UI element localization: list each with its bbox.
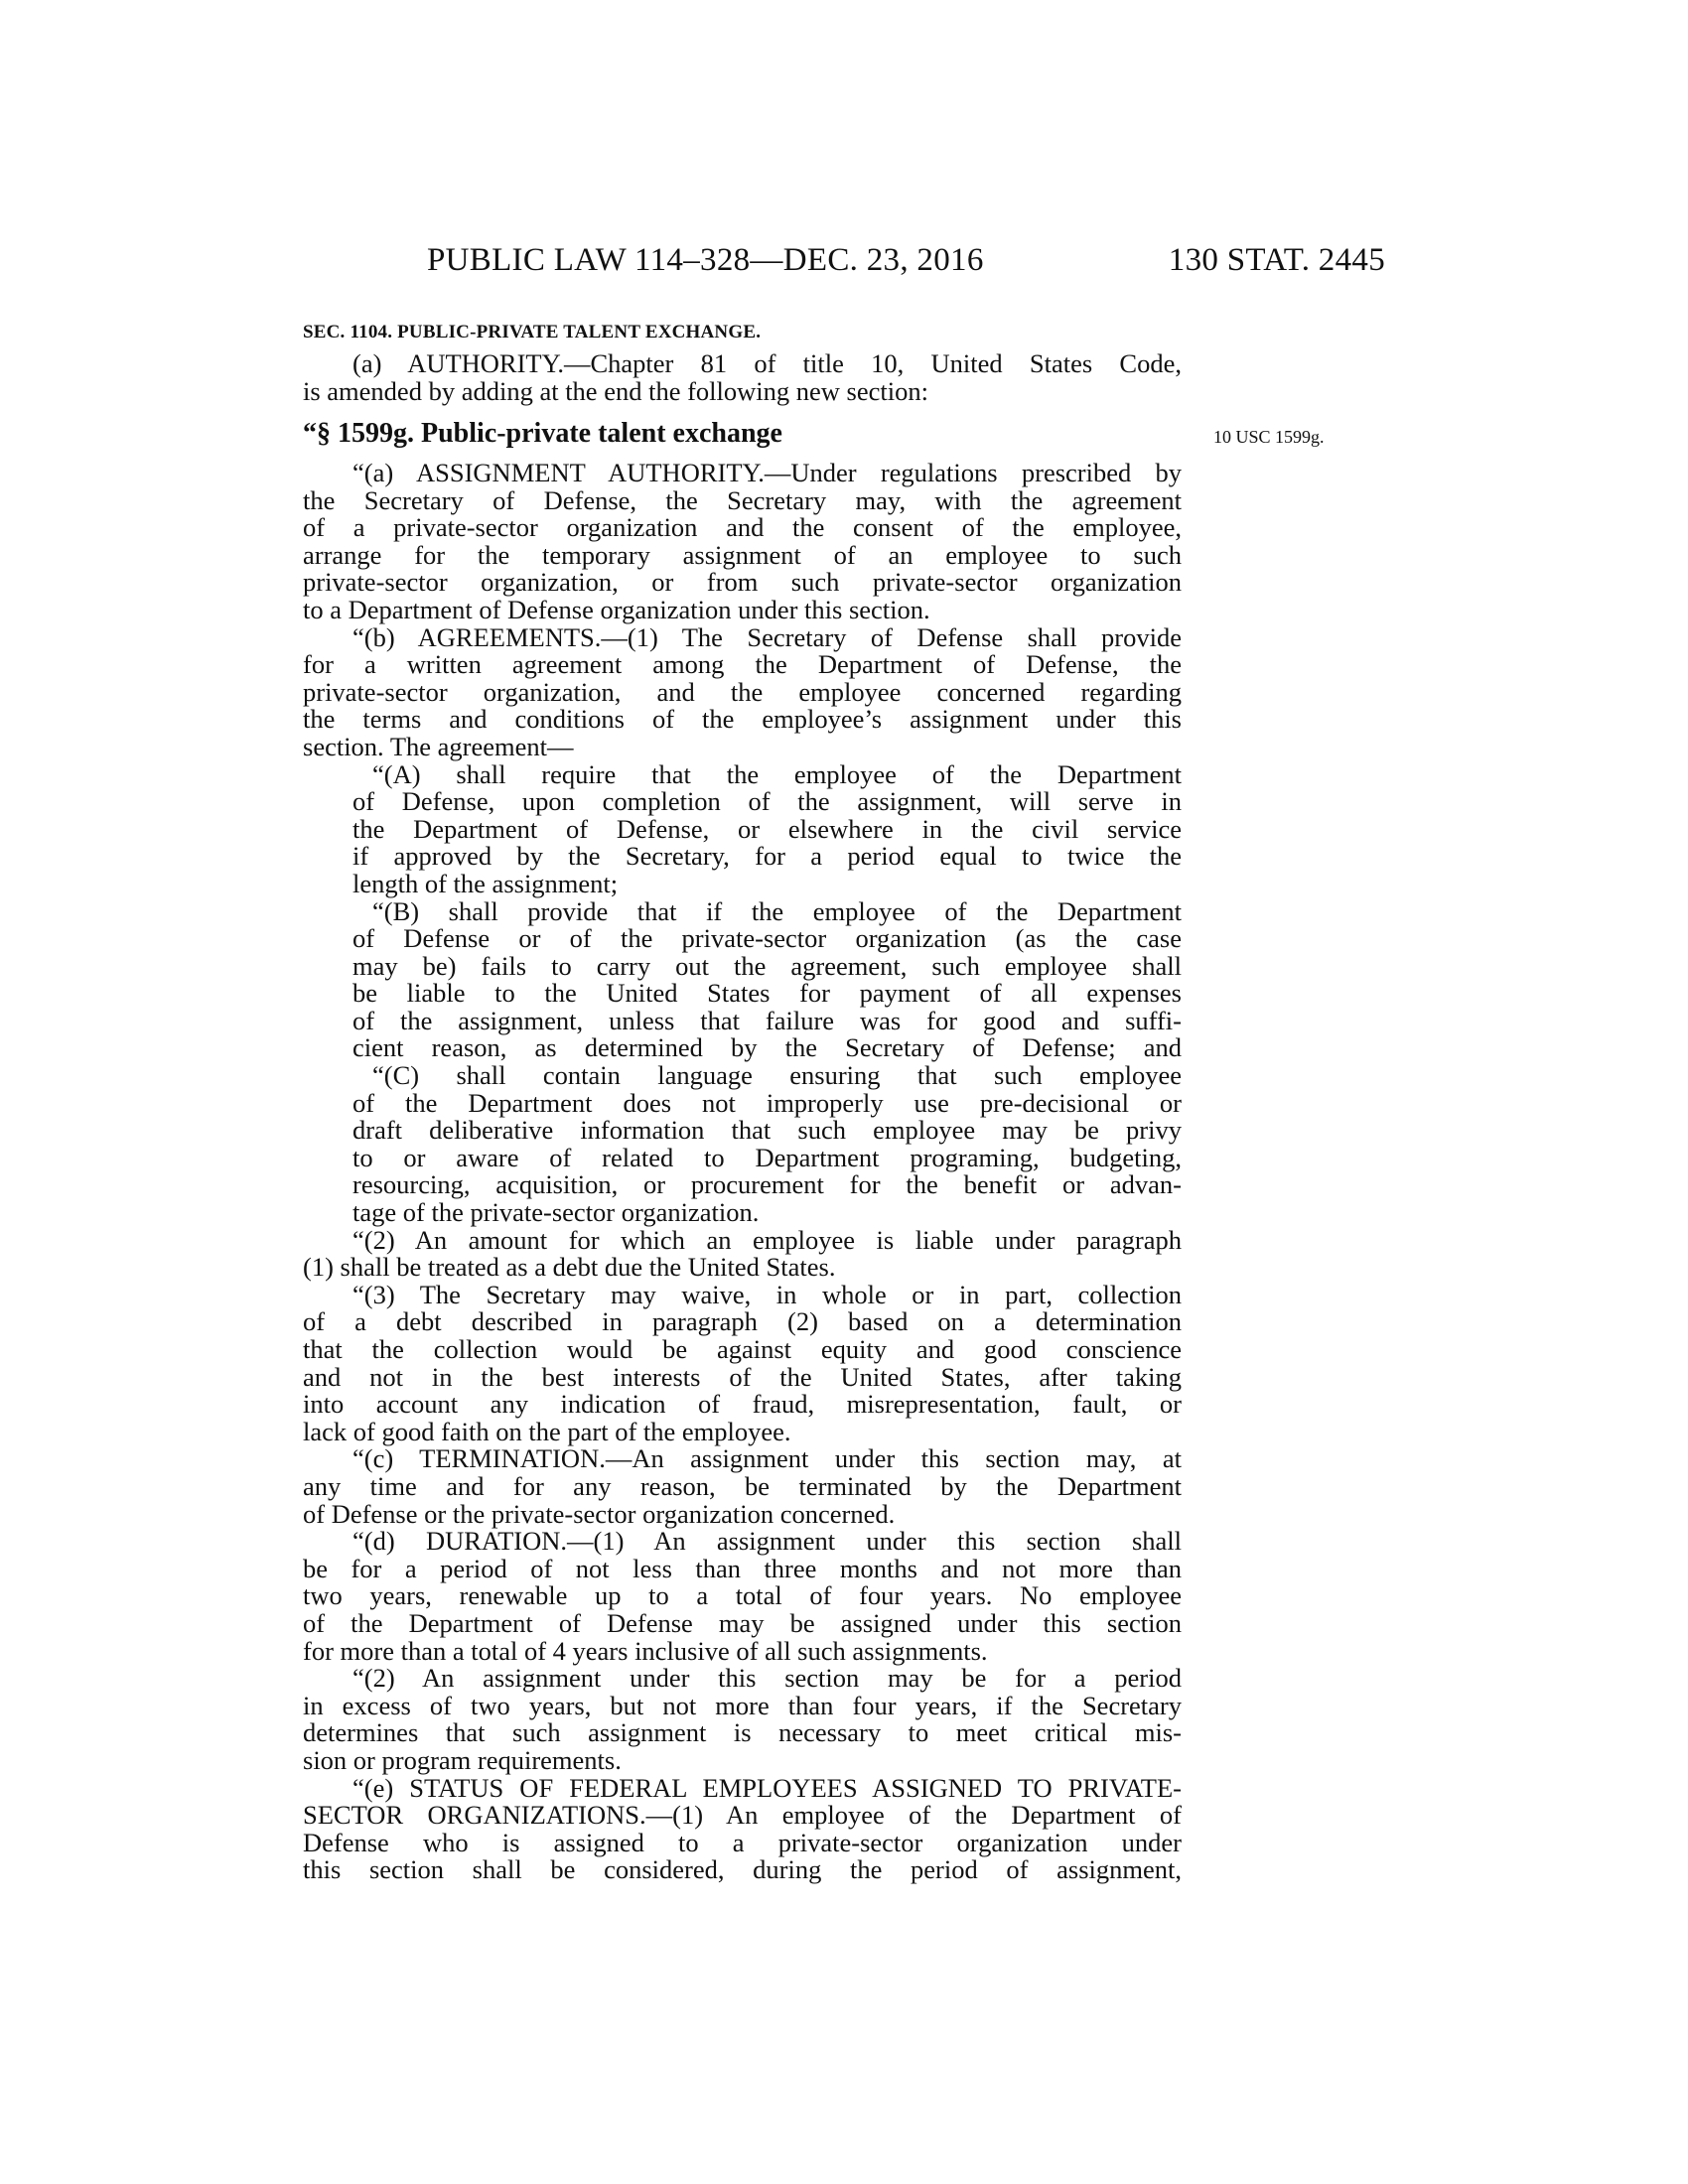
text-line: be for a period of not less than three months and not more than: [303, 1553, 1182, 1583]
text-line: of a debt described in paragraph (2) based on a determination: [303, 1306, 1182, 1337]
text-line: the Secretary of Defense, the Secretary may, with the agreement: [303, 484, 1182, 515]
text-line: Defense who is assigned to a private-sector organization under: [303, 1827, 1182, 1857]
text-line: length of the assignment;: [352, 868, 619, 898]
running-head: PUBLIC LAW 114–328—DEC. 23, 2016: [427, 242, 984, 278]
text-line: “(3) The Secretary may waive, in whole or in part, collection: [352, 1279, 1182, 1309]
text-line: “(A) shall require that the employee of the Department: [372, 758, 1182, 789]
text-line: (1) shall be treated as a debt due the United States.: [303, 1252, 836, 1283]
text-line: that the collection would be against equity and good conscience: [303, 1334, 1182, 1364]
text-line: any time and for any reason, be terminated by the Department: [303, 1470, 1182, 1501]
text-line: resourcing, acquisition, or procurement for the benefit or advan-: [352, 1169, 1182, 1200]
text-line: of the Department does not improperly use pre-decisional or: [352, 1087, 1182, 1118]
text-line: is amended by adding at the end the following new section:: [303, 375, 928, 406]
text-line: (a) AUTHORITY.—Chapter 81 of title 10, United States Code,: [352, 348, 1182, 378]
text-line: private-sector organization, or from such private-sector organization: [303, 567, 1182, 598]
text-line: “(d) DURATION.—(1) An assignment under this section shall: [352, 1526, 1182, 1557]
text-line: “(b) AGREEMENTS.—(1) The Secretary of Defense shall provide: [352, 621, 1182, 652]
text-line: tage of the private-sector organization.: [352, 1197, 760, 1228]
text-line: “(2) An assignment under this section may be for a period: [352, 1663, 1182, 1694]
section-title: “§ 1599g. Public-private talent exchange: [303, 418, 782, 449]
text-line: for more than a total of 4 years inclusive of all such assignments.: [303, 1635, 988, 1666]
text-line: the terms and conditions of the employee’s assignment under this: [303, 704, 1182, 735]
page-header: [427, 242, 1385, 292]
text-line: “(a) ASSIGNMENT AUTHORITY.—Under regulations prescribed by: [352, 458, 1182, 487]
text-line: determines that such assignment is necessary to meet critical mis-: [303, 1717, 1182, 1748]
text-line: be liable to the United States for payment of all expenses: [352, 978, 1182, 1009]
margin-note: 10 USC 1599g.: [1213, 427, 1325, 447]
text-line: to or aware of related to Department programing, budgeting,: [352, 1142, 1182, 1172]
text-line: of a private-sector organization and the consent of the employee,: [303, 512, 1182, 543]
text-line: this section shall be considered, during the period of assignment,: [303, 1854, 1182, 1885]
text-line: “(c) TERMINATION.—An assignment under this section may, at: [352, 1443, 1182, 1474]
text-line: arrange for the temporary assignment of an employee to such: [303, 539, 1182, 570]
text-line: and not in the best interests of the United States, after taking: [303, 1361, 1182, 1392]
text-line: cient reason, as determined by the Secretary of Defense; and: [352, 1032, 1182, 1063]
text-line: the Department of Defense, or elsewhere in the civil service: [352, 813, 1182, 844]
text-line: two years, renewable up to a total of four years. No employee: [303, 1580, 1182, 1611]
statute-page-number: 130 STAT. 2445: [1168, 242, 1385, 278]
text-line: private-sector organization, and the employee concerned regarding: [303, 676, 1182, 707]
text-line: section. The agreement—: [303, 731, 574, 761]
intro-paragraph: [303, 350, 1182, 405]
text-line: for a written agreement among the Department of Defense, the: [303, 649, 1182, 680]
text-line: of Defense or the private-sector organization concerned.: [303, 1498, 896, 1529]
text-line: “(C) shall contain language ensuring that such employee: [372, 1060, 1182, 1091]
text-line: into account any indication of fraud, misrepresentation, fault, or: [303, 1389, 1182, 1420]
text-line: “(e) STATUS OF FEDERAL EMPLOYEES ASSIGNED TO PRIVATE-: [352, 1772, 1182, 1803]
text-line: to a Department of Defense organization under this section.: [303, 594, 930, 624]
text-line: if approved by the Secretary, for a period equal to twice the: [352, 841, 1182, 872]
text-line: in excess of two years, but not more than four years, if the Secretary: [303, 1690, 1182, 1720]
text-line: draft deliberative information that such employee may be privy: [352, 1115, 1182, 1146]
text-line: SECTOR ORGANIZATIONS.—(1) An employee of the Department of: [303, 1800, 1182, 1831]
text-line: lack of good faith on the part of the employee.: [303, 1416, 791, 1446]
section-body: [303, 460, 1182, 1884]
text-line: of Defense or of the private-sector organization (as the case: [352, 923, 1182, 954]
text-line: may be) fails to carry out the agreement, such employee shall: [352, 950, 1182, 981]
text-line: sion or program requirements.: [303, 1744, 622, 1775]
text-line: of Defense, upon completion of the assignment, will serve in: [352, 786, 1182, 817]
text-line: of the assignment, unless that failure was for good and suffi-: [352, 1005, 1182, 1035]
section-heading: SEC. 1104. PUBLIC-PRIVATE TALENT EXCHANGE.: [303, 322, 762, 342]
text-line: “(2) An amount for which an employee is liable under paragraph: [352, 1224, 1182, 1255]
text-line: “(B) shall provide that if the employee of the Department: [372, 895, 1182, 926]
text-line: of the Department of Defense may be assigned under this section: [303, 1607, 1182, 1638]
